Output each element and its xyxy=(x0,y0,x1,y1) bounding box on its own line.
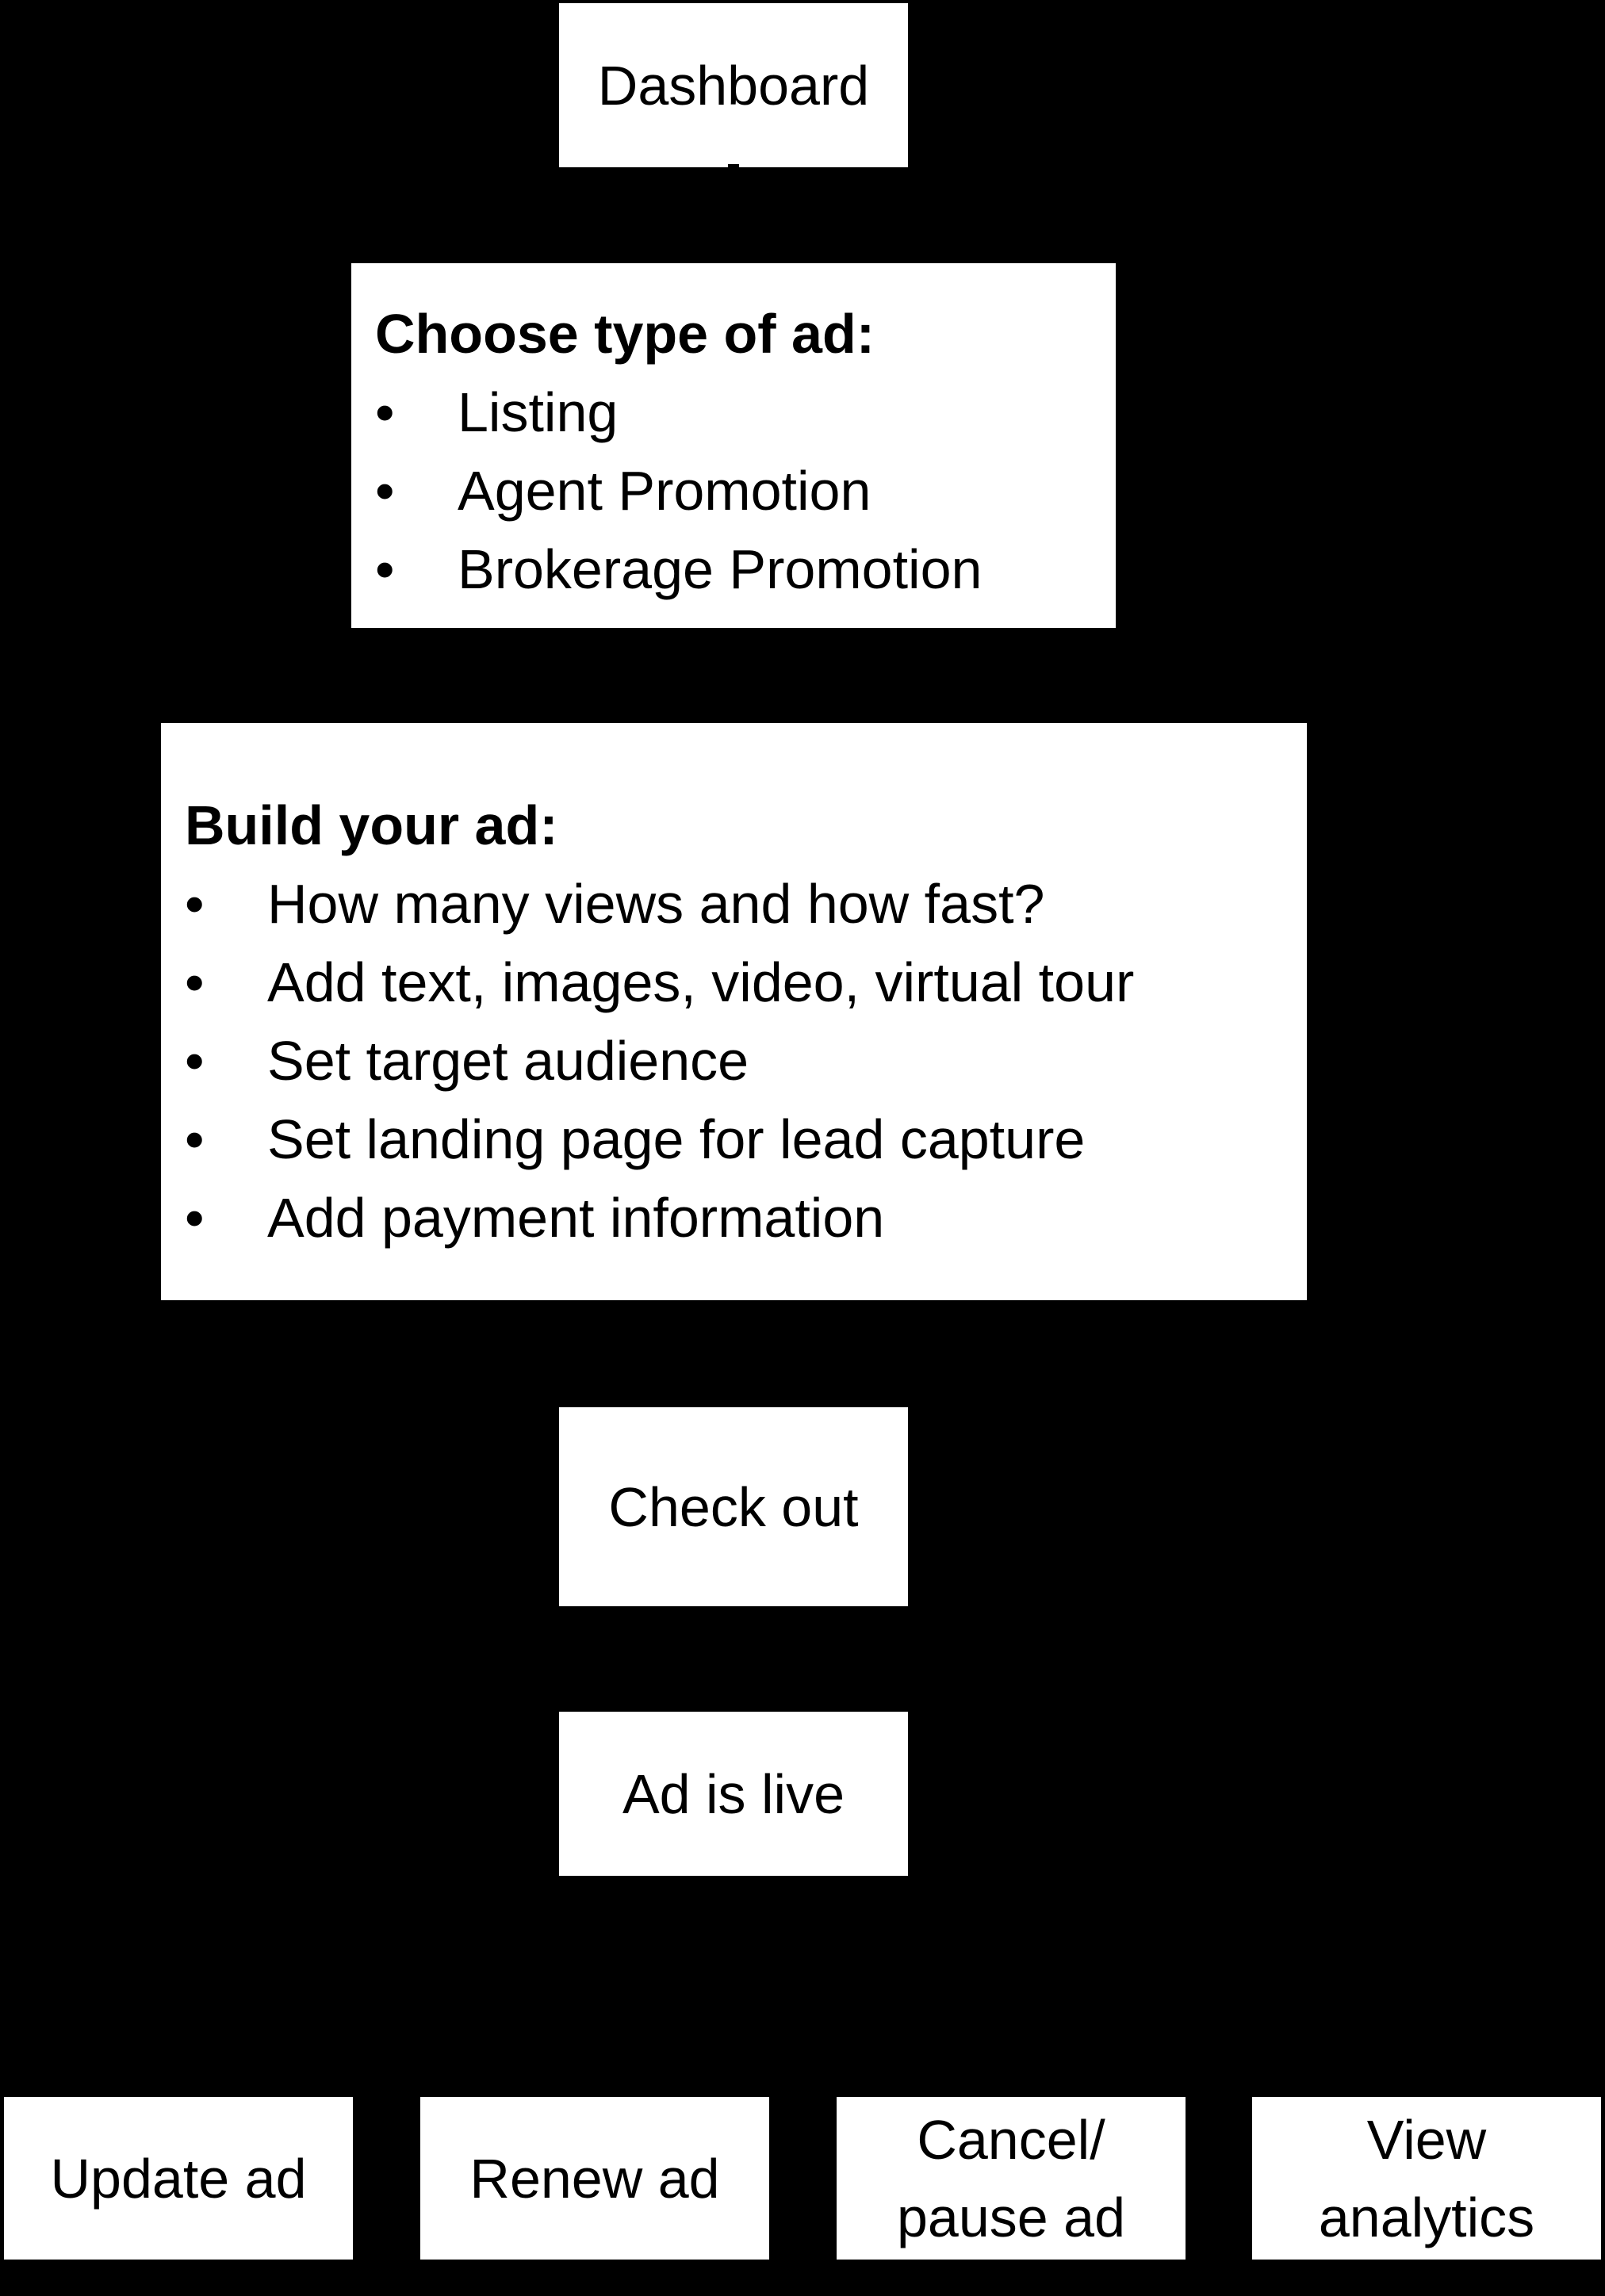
build-step-audience: Set target audience xyxy=(267,1030,749,1092)
dashboard-label: Dashboard xyxy=(597,54,870,117)
build-step-payment: Add payment information xyxy=(267,1187,885,1249)
ad-type-brokerage-promotion: Brokerage Promotion xyxy=(458,538,983,600)
choose-type-node xyxy=(351,263,1116,628)
renew-ad-node xyxy=(420,2097,769,2260)
build-ad-node xyxy=(161,723,1307,1300)
dashboard-node xyxy=(559,3,908,167)
ad-live-node xyxy=(559,1712,908,1876)
bullet-icon: • xyxy=(185,1108,205,1170)
cancel-pause-label-line1: Cancel/ xyxy=(917,2108,1105,2171)
view-analytics-node xyxy=(1252,2097,1601,2260)
bullet-icon: • xyxy=(375,460,395,522)
ad-type-agent-promotion: Agent Promotion xyxy=(458,460,871,522)
list-item xyxy=(185,1022,1307,1100)
update-ad-label: Update ad xyxy=(50,2147,307,2210)
list-item xyxy=(185,1179,1307,1257)
arrow-tip-icon xyxy=(728,164,739,168)
list-item xyxy=(375,452,1116,530)
renew-ad-label: Renew ad xyxy=(469,2147,720,2210)
bullet-icon: • xyxy=(185,1030,205,1092)
check-out-label: Check out xyxy=(608,1475,859,1538)
bullet-icon: • xyxy=(375,381,395,443)
list-item xyxy=(185,865,1307,943)
view-analytics-label-line2: analytics xyxy=(1318,2186,1535,2248)
bullet-icon: • xyxy=(185,873,205,935)
list-item xyxy=(375,373,1116,452)
build-steps-list xyxy=(185,865,1307,1257)
build-step-media: Add text, images, video, virtual tour xyxy=(267,951,1135,1013)
build-step-views: How many views and how fast? xyxy=(267,873,1045,935)
ad-live-label: Ad is live xyxy=(622,1762,845,1825)
list-item xyxy=(185,943,1307,1022)
build-step-landing-page: Set landing page for lead capture xyxy=(267,1108,1086,1170)
bullet-icon: • xyxy=(375,538,395,600)
bullet-icon: • xyxy=(185,951,205,1013)
choose-type-title: Choose type of ad: xyxy=(375,303,875,365)
list-item xyxy=(375,530,1116,609)
build-ad-title: Build your ad: xyxy=(185,794,558,856)
list-item xyxy=(185,1100,1307,1179)
bullet-icon: • xyxy=(185,1187,205,1249)
update-ad-node xyxy=(4,2097,353,2260)
ad-type-list xyxy=(375,373,1116,609)
ad-type-listing: Listing xyxy=(458,381,619,443)
cancel-pause-label-line2: pause ad xyxy=(896,2186,1126,2248)
view-analytics-label-line1: View xyxy=(1366,2108,1487,2171)
check-out-node xyxy=(559,1407,908,1606)
cancel-pause-ad-node xyxy=(837,2097,1186,2260)
